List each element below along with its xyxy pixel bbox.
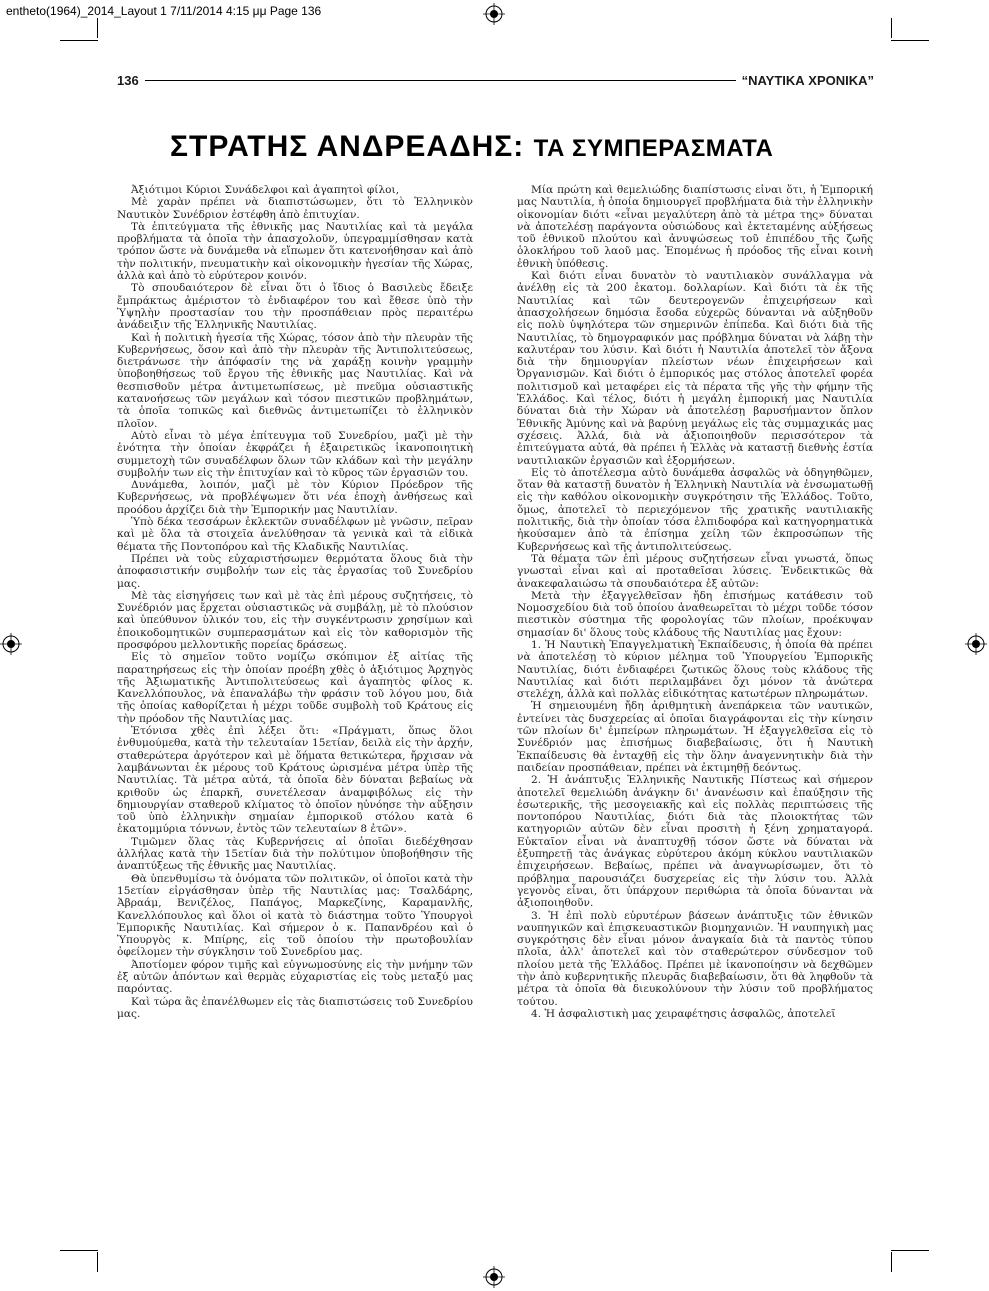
paragraph: Καὶ ἡ πολιτικὴ ἡγεσία τῆς Χώρας, τόσον ἀπὸ τὴν πλευρὰν τῆς Κυβερνήσεως, ὅσον καὶ ἀπὸ τὴν πλευρὰν τῆς Ἀντιπολιτεύσεως, διετράνωσε τὴν ἀπόφασίν της νὰ χαράξῃ κοινὴν γραμμὴν ὑποβοηθήσεως τοῦ ἔργου τῆς ἐθνικῆς μας Ναυτιλίας. Καὶ νὰ θεσπισθοῦν μέτρα ἀντιμετωπίσεως, μὲ πνεῦμα οὐσιαστικῆς κατανοήσεως τῶν μεγάλων καὶ τόσον πιεστικῶν προβλημάτων, τὰ ὁποῖα τοπικῶς καὶ διεθνῶς ἀντιμετωπίζει τὸ ἑλληνικὸν πλοῖον. (117, 331, 473, 430)
article-title (170, 130, 810, 164)
registration-mark-right-icon (965, 633, 987, 655)
paragraph: Μὲ χαρὰν πρέπει νὰ διαπιστώσωμεν, ὅτι τὸ Ἑλληνικὸν Ναυτικὸν Συνέδριον ἐστέφθη ἀπὸ ἐπιτυχίαν. (117, 196, 473, 221)
paragraph: Τιμῶμεν ὅλας τὰς Κυβερνήσεις αἱ ὁποῖαι διεδέχθησαν ἀλλήλας κατὰ τὴν 15ετίαν διὰ τὴν πολύτιμον ὑποβοήθησιν τῆς ἀναπτύξεως τῆς ἐθνικῆς μας Ναυτιλίας. (117, 835, 473, 873)
page-number: 136 (117, 73, 145, 88)
paragraph: 3. Ἡ ἐπὶ πολὺ εὐρυτέρων βάσεων ἀνάπτυξις τῶν ἐθνικῶν ναυπηγικῶν καὶ ἐπισκευαστικῶν βιομηχανιῶν. Ἡ ναυπηγικὴ μας συγκρότησις δὲν εἶναι μόνον ἀναγκαία διὰ τὰ παντὸς τύπου πλοῖα, ἀλλ' ἀποτελεῖ καὶ τὸν σταθερώτερον σύνδεσμον τοῦ πλοίου μετὰ τῆς Ἑλλάδος. Πρέπει μὲ ἱκανοποίησιν νὰ δεχθῶμεν τὴν ἀπὸ κυβερνητικῆς πλευρᾶς διαβεβαίωσιν, ὅτι θὰ ληφθοῦν τὰ μέτρα τὰ ὁποῖα θὰ διευκολύνουν τὴν λύσιν τοῦ προβλήματος τούτου. (517, 909, 873, 1008)
crop-mark (60, 1250, 98, 1251)
print-slug: entheto(1964)_2014_Layout 1 7/11/2014 4:15 μμ Page 136 (6, 4, 322, 18)
paragraph: Δυνάμεθα, λοιπόν, μαζὶ μὲ τὸν Κύριον Πρόεδρον τῆς Κυβερνήσεως, νὰ προβλέψωμεν ὅτι νέα ἐποχὴ ἀνθήσεως καὶ προόδου ἀρχίζει διὰ τὴν Ἐμπορικήν μας Ναυτιλίαν. (117, 479, 473, 516)
registration-mark-top-icon (483, 3, 505, 25)
crop-mark (97, 18, 98, 38)
paragraph: Εἰς τὸ σημεῖον τοῦτο νομίζω σκόπιμον ἐξ αἰτίας τῆς παρατηρήσεως εἰς τὴν ὁποίαν προέβη χθὲς ὁ ἀξιότιμος Ἀρχηγὸς τῆς Ἀξιωματικῆς Ἀντιπολιτεύσεως καὶ ἀγαπητὸς φίλος κ. Κανελλόπουλος, νὰ ἐπαναλάβω τὴν φράσιν τοῦ λόγου μου, διὰ τῆς ὁποίας καθορίζεται ἡ μέχρι τοῦδε συμβολὴ τοῦ Κράτους εἰς τὴν πρόοδον τῆς Ναυτιλίας μας. (117, 651, 473, 725)
right-column (517, 184, 873, 1254)
paragraph: Μετὰ τὴν ἐξαγγελθεῖσαν ἤδη ἐπισήμως κατάθεσιν τοῦ Νομοσχεδίου διὰ τοῦ ὁποίου ἀναθεωρεῖται τὸ μέχρι τοῦδε τόσον πιεστικὸν σύστημα τῆς φορολογίας τῶν πλοίων, προέκυψαν σημασίαν δι' ὅλους τοὺς κλάδους τῆς Ναυτιλίας μας ἔχουν: (517, 589, 873, 639)
paragraph: Μία πρώτη καὶ θεμελιώδης διαπίστωσις εἶναι ὅτι, ἡ Ἐμπορική μας Ναυτιλία, ἡ ὁποία δημιουργεῖ προβλήματα διὰ τὴν ἑλληνικὴν οἰκονομίαν διότι «εἶναι μεγαλύτερη ἀπὸ τὰ μέτρα της» δύναται νὰ ἀποτελέσῃ παράγοντα οὐσιώδους καὶ ἐκτεταμένης αὐξήσεως τοῦ ἐθνικοῦ πλούτου καὶ ἀνυψώσεως τοῦ ἐπιπέδου τῆς ζωῆς ὁλοκλήρου τοῦ λαοῦ μας. Ἑπομένως ἡ πρόοδος τῆς εἶναι κοινὴ ἐθνικὴ ὑπόθεσις. (517, 184, 873, 270)
article-title-main: ΣΤΡΑΤΗΣ ΑΝΔΡΕΑΔΗΣ: (170, 130, 525, 163)
paragraph: Εἰς τὸ ἀποτέλεσμα αὐτὸ δυνάμεθα ἀσφαλῶς νὰ ὁδηγηθῶμεν, ὅταν θὰ καταστῇ δυνατὸν ἡ Ἑλληνικὴ Ναυτιλία νὰ ἐνσωματωθῇ εἰς τὴν καθόλου οἰκονομικὴν συγκρότησιν τῆς Ἑλλάδος. Τοῦτο, ὅμως, ἀποτελεῖ τὸ περιεχόμενον τῆς χρατικῆς ναυτιλιακῆς πολιτικῆς, διὰ τὴν ὁποίαν τόσα ἐλπιδοφόρα καὶ κατηγορηματικὰ ἠκούσαμεν ἀπὸ τὰ ἐπίσημα χείλη τῶν ἐκπροσώπων τῆς Κυβερνήσεως καὶ τῆς ἀντιπολιτεύσεως. (517, 466, 873, 553)
paragraph: Ἀξιότιμοι Κύριοι Συνάδελφοι καὶ ἀγαπητοὶ φίλοι, (131, 184, 400, 196)
registration-mark-left-icon (0, 633, 22, 655)
crop-mark (891, 18, 892, 38)
paragraph: Ἀποτίομεν φόρον τιμῆς καὶ εὐγνωμοσύνης εἰς τὴν μνήμην τῶν ἐξ αὐτῶν ἀπόντων καὶ θερμὰς εὐχαριστίας εἰς τοὺς μεταξύ μας παρόντας. (117, 958, 473, 996)
running-head: “ΝΑΥΤΙΚΑ ΧΡΟΝΙΚΑ” (736, 73, 874, 88)
paragraph: Μὲ τὰς εἰσηγήσεις των καὶ μὲ τὰς ἐπὶ μέρους συζητήσεις, τὸ Συνέδριόν μας ἔρχεται οὐσιαστικῶς νὰ συμβάλῃ, μὲ τὸ πλούσιον καὶ ὑπεύθυνον ὑλικόν του, εἰς τὴν συγκέντρωσιν χρησίμων καὶ ἐποικοδομητικῶν συμπερασμάτων καὶ εἰς τὸν καθορισμὸν τῆς προσφόρου μελλοντικῆς πορείας δράσεως. (117, 589, 473, 651)
paragraph: Καὶ διότι εἶναι δυνατὸν τὸ ναυτιλιακὸν συνάλλαγμα νὰ ἀνέλθῃ εἰς τὰ 200 ἑκατομ. δολλαρίων. Καὶ διότι τὰ ἐκ τῆς Ναυτιλίας καὶ τῶν δευτερογενῶν ἐπιχειρήσεων καὶ ἀπασχολήσεων δημόσια ἔσοδα εὐχερῶς δύνανται νὰ αὐξηθοῦν εἰς πολὺ ὑψηλότερα τῶν σημερινῶν ἐπίπεδα. Καὶ διότι διὰ τῆς Ναυτιλίας, τὸ δημογραφικόν μας πρόβλημα δύναται νὰ λάβῃ τὴν καλυτέραν του λύσιν. Καὶ διότι ἡ Ναυτιλία ἀποτελεῖ τὸν ἄξονα διὰ τὴν δημιουργίαν πλείστων νέων ἐπιχειρήσεων καὶ Ὀργανισμῶν. Καὶ διότι ὁ ἐμπορικός μας στόλος ἀποτελεῖ φορέα πολιτισμοῦ καὶ μεταφέρει εἰς τὰ πέρατα τῆς γῆς τὴν φήμην τῆς Ἑλλάδος. Καὶ τέλος, διότι ἡ μεγάλη ἐμπορική μας Ναυτιλία δύναται διὰ τὴν Χώραν νὰ ἀποτελέσῃ βαρυσήμαντον ὅπλον Ἐθνικῆς Ἀμύνης καὶ νὰ βαρύνῃ μεγάλως εἰς τὰς συμμαχικάς μας σχέσεις. Ἀλλά, διὰ νὰ ἀξιοποιηθοῦν περισσότερον τὰ ἐπιτεύγματα αὐτά, θὰ πρέπει ἡ Ἑλλὰς νὰ καταστῇ διεθνὴς ἑστία ναυτιλιακῶν ἐργασιῶν καὶ ἐξορμήσεων. (517, 270, 873, 467)
paragraph: Πρέπει νὰ τοὺς εὐχαριστήσωμεν θερμότατα ὅλους διὰ τὴν ἀποφασιστικήν συμβολήν των εἰς τὰς ἐργασίας τοῦ Συνεδρίου μας. (117, 552, 473, 590)
left-column (117, 184, 473, 1254)
paragraph: Ὑπὸ δέκα τεσσάρων ἐκλεκτῶν συναδέλφων μὲ γνῶσιν, πεῖραν καὶ μὲ ὅλα τὰ στοιχεῖα ἀνελύθησαν τὰ γενικὰ καὶ τὰ εἰδικὰ θέματα τῆς Ποντοπόρου καὶ τῆς Κλαδικῆς Ναυτιλίας. (117, 516, 473, 553)
paragraph: 2. Ἡ ἀνάπτυξις Ἑλληνικῆς Ναυτικῆς Πίστεως καὶ σήμερον ἀποτελεῖ θεμελιώδη ἀνάγκην δι' ἀνανέωσιν καὶ ἐπαύξησιν τῆς ἐσωτερικῆς, τῆς μεσογειακῆς καὶ εἰς πολλὰς περιπτώσεις τῆς ποντοπόρου Ναυτιλίας, διότι διὰ τὰς πλοιοκτήτας τῶν κατηγοριῶν αὐτῶν δὲν εἶναι προσιτὴ ἡ ξένη χρηματαγορά. Εὐκταῖον εἶναι νὰ ἀναπτυχθῇ τόσον ὥστε νὰ δύναται νὰ ἐξυπηρετῇ τὰς ἀνάγκας εὐρύτερου ἀκόμη κύκλου ναυτιλιακῶν ἐπιχειρήσεων. Βεβαίως, πρέπει νὰ ἀναγνωρίσωμεν, ὅτι τὸ πρόβλημα παρουσιάζει δυσχερείας εἰς τὴν λύσιν του. Ἀλλὰ γεγονὸς εἶναι, ὅτι ὑπάρχουν περιθώρια τὰ ὁποῖα δύνανται νὰ ἀξιοποιηθοῦν. (517, 774, 873, 910)
crop-mark (891, 1250, 929, 1251)
paragraph: 4. Ἡ ἀσφαλιστικὴ μας χειραφέτησις ἀσφαλῶς, ἀποτελεῖ (531, 1007, 836, 1020)
paragraph: Θὰ ὑπενθυμίσω τὰ ὀνόματα τῶν πολιτικῶν, οἱ ὁποῖοι κατὰ τὴν 15ετίαν εἰργάσθησαν ὑπὲρ τῆς Ναυτιλίας μας: Τσαλδάρης, Ἀβραάμ, Βενιζέλος, Παπάγος, Μαρκεζίνης, Καραμανλῆς, Κανελλόπουλος καὶ ὅλοι οἱ κατὰ τὸ διάστημα τοῦτο Ὑπουργοὶ Ἐμπορικῆς Ναυτιλίας. Καὶ σήμερον ὁ κ. Παπανδρέου καὶ ὁ Ὑπουργὸς κ. Μπίρης, εἰς τοῦ ὁποίου τὴν πρωτοβουλίαν ὀφείλομεν τὴν σύγκλησιν τοῦ Συνεδρίου μας. (117, 872, 473, 959)
paragraph: Τὰ ἐπιτεύγματα τῆς ἐθνικῆς μας Ναυτιλίας καὶ τὰ μεγάλα προβλήματα τὰ ὁποῖα τὴν ἀπασχολοῦν, ὑπεγραμμίσθησαν κατὰ τρόπον ὥστε νὰ δυνάμεθα νὰ εἴπωμεν ὅτι κατενοήθησαν καὶ ἀπὸ τὴν πολιτικήν, πνευματικὴν καὶ οἰκονομικὴν ἡγεσίαν τῆς Χώρας, ἀλλὰ καὶ ἀπὸ τὸ εὐρύτερον κοινόν. (117, 220, 473, 283)
paragraph: Τὸ σπουδαιότερον δὲ εἶναι ὅτι ὁ ἴδιος ὁ Βασιλεὺς ἔδειξε ἔμπράκτως ἀμέριστον τὸ ἐνδιαφέρον του καὶ ἔθεσε ὑπὸ τὴν Ὑψηλὴν προστασίαν του τὴν προσπάθειαν πρὸς περαιτέρω ἀνάδειξιν τῆς Ἑλληνικῆς Ναυτιλίας. (117, 282, 473, 332)
article-title-sub: ΤΑ ΣΥΜΠΕΡΑΣΜΑΤΑ (533, 135, 774, 162)
crop-mark (60, 40, 98, 41)
paragraph: Τὰ θέματα τῶν ἐπὶ μέρους συζητήσεων εἶναι γνωστά, ὅπως γνωσταὶ εἶναι καὶ αἱ προταθεῖσαι λύσεις. Ἐνδεικτικῶς θὰ ἀνακεφαλαιώσω τὰ σπουδαιότερα ἐξ αὐτῶν: (517, 552, 873, 590)
crop-mark (891, 40, 929, 41)
paragraph: Ἡ σημειουμένη ἤδη ἀριθμητικὴ ἀνεπάρκεια τῶν ναυτικῶν, ἐντείνει τὰς δυσχερείας αἱ ὁποῖαι διαγράφονται εἰς τὴν κίνησιν τῶν πλοίων δι' ἐμπείρων πληρωμάτων. Ἡ ἐξαγγελθεῖσα εἰς τὸ Συνέδριόν μας ἐπισήμως διαβεβαίωσις, ὅτι ἡ Ναυτικὴ Ἐκπαίδευσις θὰ ἐνταχθῇ εἰς τὴν ὅλην ἀναγεννητικὴν διὰ τὴν παιδείαν προσπάθειαν, πρέπει νὰ ἐκτιμηθῇ δεόντως. (517, 700, 873, 774)
paragraph: Καὶ τώρα ἂς ἐπανέλθωμεν εἰς τὰς διαπιστώσεις τοῦ Συνεδρίου μας. (117, 995, 473, 1020)
registration-mark-bottom-icon (483, 1266, 505, 1288)
crop-mark (891, 1252, 892, 1272)
crop-mark (97, 1252, 98, 1272)
paragraph: 1. Ἡ Ναυτικὴ Ἐπαγγελματικὴ Ἐκπαίδευσις, ἡ ὁποία θὰ πρέπει νὰ ἀποτελέσῃ τὸ κύριον μέλημα τοῦ Ὑπουργείου Ἐμπορικῆς Ναυτιλίας, διότι ἐνδιαφέρει ζωτικῶς ὅλους τοὺς κλάδους τῆς Ναυτιλίας καὶ διότι περιλαμβάνει ὄχι μόνον τὰ ἀνώτερα στελέχη, ἀλλὰ καὶ πολλὰς εἰδικότητας κατωτέρων πληρωμάτων. (517, 638, 873, 701)
paragraph: Αὐτὸ εἶναι τὸ μέγα ἐπίτευγμα τοῦ Συνεδρίου, μαζὶ μὲ τὴν ἑνότητα τὴν ὁποίαν ἐκφράζει ἡ ἐξαιρετικῶς ἱκανοποιητικὴ συμμετοχὴ τῶν συναδέλφων ὅλων τῶν κλάδων καὶ τὴν μεγάλην συμβολήν των εἰς τὴν ἐπιτυχίαν καὶ τὸ κῦρος τῶν ἐργασιῶν του. (117, 429, 473, 479)
paragraph: Ἐτόνισα χθὲς ἐπὶ λέξει ὅτι: «Πράγματι, ὅπως ὅλοι ἐνθυμούμεθα, κατὰ τὴν τελευταίαν 15ετίαν, δειλὰ εἰς τὴν ἀρχήν, σταθερώτερα ἀργότερον καὶ μὲ ὅήματα θετικώτερα, ἤρχισαν νὰ λαμβάνωνται ἐκ μέρους τοῦ Κράτους ὡρισμένα μέτρα ὑπὲρ τῆς Ναυτιλίας. Τὰ μέτρα αὐτά, τὰ ὁποῖα δὲν δύναται βεβαίως νὰ κριθοῦν ὡς ἐπαρκῆ, συνετέλεσαν ἀναμφιβόλως εἰς τὴν δημιουργίαν σταθεροῦ κλίματος τὸ ὁποῖον ηὐνόησε τὴν αὔξησιν τοῦ ὑπὸ ἑλληνικὴν σημαίαν ἐμπορικοῦ στόλου κατὰ 6 ἑκατομμύρια τόννων, ἐντὸς τῶν τελευταίων 8 ἐτῶν». (117, 725, 473, 836)
